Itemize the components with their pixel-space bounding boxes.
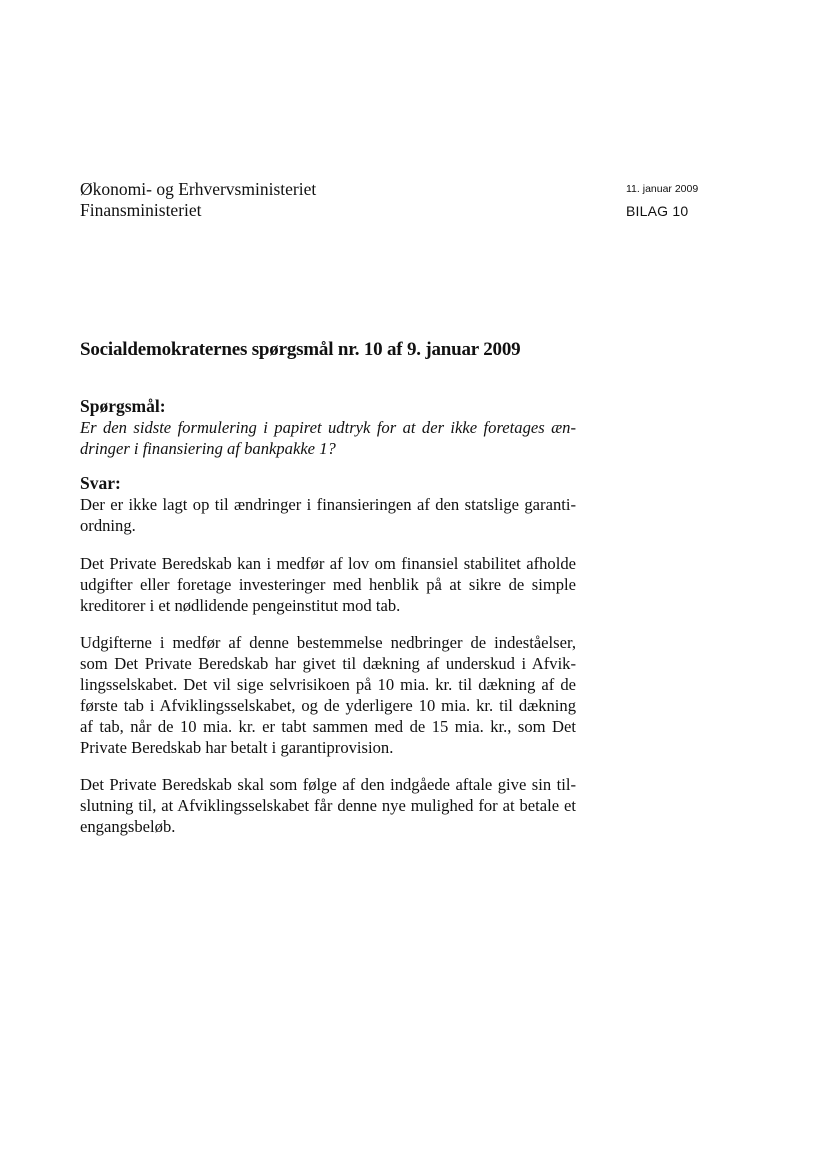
paragraph-line: Det Private Beredskab skal som følge af den indgåede aftale give sin til- [80,775,576,794]
question-line: dringer i finansiering af bankpakke 1? [80,439,336,458]
answer-line: Der er ikke lagt op til ændringer i finansieringen af den statslige garanti- [80,495,576,514]
question-heading: Spørgsmål: [80,396,166,416]
sender-block [80,179,316,221]
answer-line: ordning. [80,516,136,535]
ministry-name-1: Økonomi- og Erhvervsministeriet [80,179,317,199]
paragraph-line: udgifter eller foretage investeringer med henblik på at sikre de simple [80,575,576,594]
document-meta [626,182,698,220]
paragraph-line: som Det Private Beredskab har givet til dækning af underskud i Afvik- [80,654,576,673]
paragraph-line: kreditorer i et nødlidende pengeinstitut mod tab. [80,596,401,615]
paragraph-line: Udgifterne i medfør af denne bestemmelse nedbringer de indeståelser, [80,633,576,652]
bilag-number: BILAG 10 [626,203,689,219]
paragraph-line: af tab, når de 10 mia. kr. er tabt sammen med de 15 mia. kr., som Det [80,717,576,736]
question-section [80,396,576,459]
answer-section [80,473,576,536]
paragraph-line: Det Private Beredskab kan i medfør af lov om finansiel stabilitet afholde [80,554,576,573]
ministry-name-2: Finansministeriet [80,200,202,220]
paragraph-beredskab [80,553,576,616]
paragraph-line: Private Beredskab har betalt i garantiprovision. [80,738,394,757]
paragraph-aftale [80,774,576,837]
answer-heading: Svar: [80,473,121,493]
document-date: 11. januar 2009 [626,183,699,195]
question-line: Er den sidste formulering i papiret udtryk for at der ikke foretages æn- [80,418,576,437]
document-title: Socialdemokraternes spørgsmål nr. 10 af 9. januar 2009 [80,339,521,360]
paragraph-line: slutning til, at Afviklingsselskabet får denne nye mulighed for at betale et [80,796,576,815]
paragraph-line: første tab i Afviklingsselskabet, og de yderligere 10 mia. kr. til dækning [80,696,576,715]
paragraph-line: engangsbeløb. [80,817,176,836]
paragraph-line: lingsselskabet. Det vil sige selvrisikoen på 10 mia. kr. til dækning af de [80,675,576,694]
paragraph-udgifter [80,632,576,758]
